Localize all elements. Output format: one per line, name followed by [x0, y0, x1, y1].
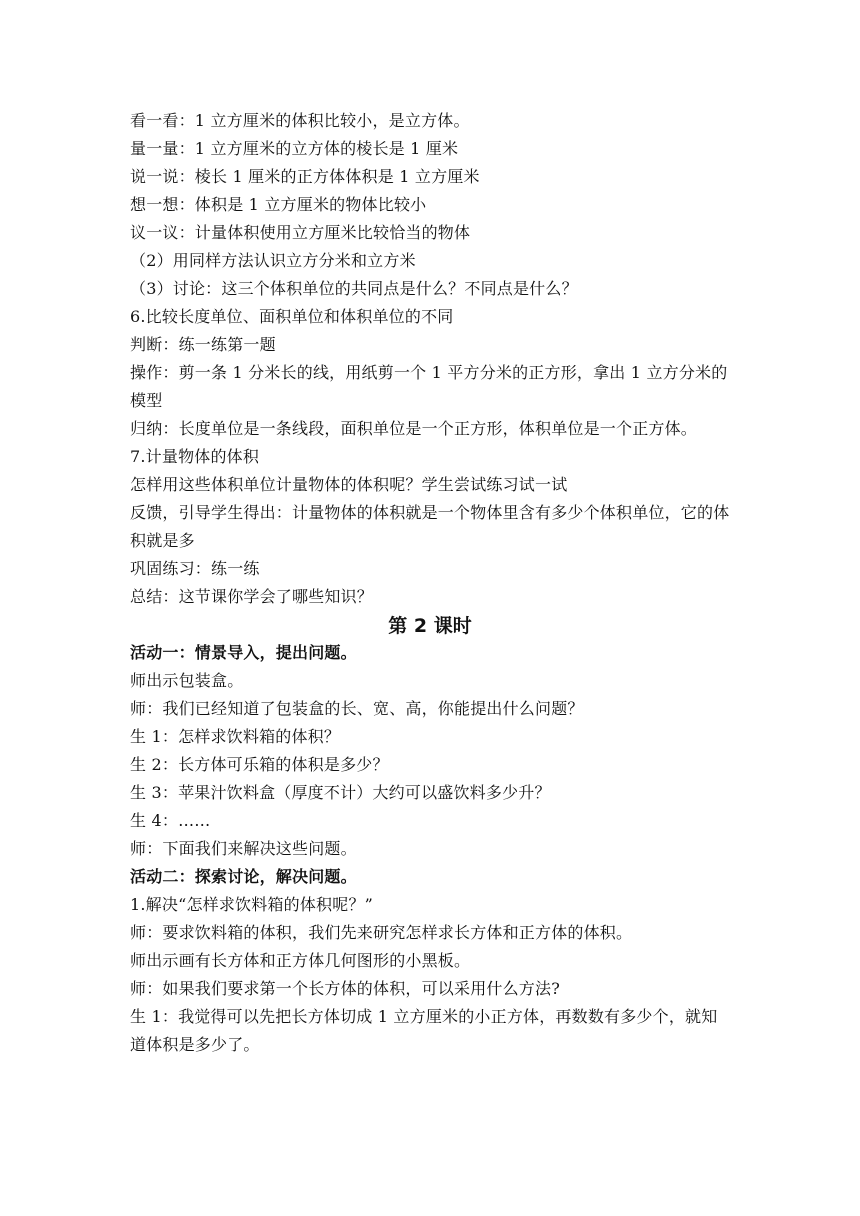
activity-one	[130, 639, 730, 863]
text-paragraph: 反馈，引导学生得出：计量物体的体积就是一个物体里含有多少个体积单位，它的体积就是多	[130, 503, 730, 550]
text-line: 生 3：苹果汁饮料盒（厚度不计）大约可以盛饮料多少升？	[130, 783, 551, 802]
text-line: （3）讨论：这三个体积单位的共同点是什么？不同点是什么？	[130, 279, 578, 298]
activity-two	[130, 863, 730, 1059]
document-page	[130, 107, 730, 1059]
text-line: 生 1：怎样求饮料箱的体积？	[130, 727, 341, 746]
text-line: 7.计量物体的体积	[130, 447, 260, 466]
text-line: 生 2：长方体可乐箱的体积是多少？	[130, 755, 389, 774]
text-line: 生 4：……	[130, 811, 211, 830]
text-line: （2）用同样方法认识立方分米和立方米	[130, 251, 416, 270]
text-paragraph: 生 1：我觉得可以先把长方体切成 1 立方厘米的小正方体，再数数有多少个，就知道体积是多少了。	[130, 1007, 718, 1054]
text-paragraph: 操作：剪一条 1 分米长的线，用纸剪一个 1 平方分米的正方形，拿出 1 立方分米的模型	[130, 363, 728, 410]
text-line: 看一看：1 立方厘米的体积比较小，是立方体。	[130, 111, 470, 130]
text-line: 师：要求饮料箱的体积，我们先来研究怎样求长方体和正方体的体积。	[130, 923, 633, 942]
text-line: 师：下面我们来解决这些问题。	[130, 839, 357, 858]
lesson-title: 第 2 课时	[388, 615, 472, 637]
section-one	[130, 107, 730, 611]
activity-heading: 活动二：探索讨论，解决问题。	[130, 867, 357, 886]
text-line: 1.解决“怎样求饮料箱的体积呢？”	[130, 895, 374, 914]
text-line: 怎样用这些体积单位计量物体的体积呢？学生尝试练习试一试	[130, 475, 568, 494]
text-line: 议一议：计量体积使用立方厘米比较恰当的物体	[130, 223, 471, 242]
text-line: 师出示包装盒。	[130, 671, 244, 690]
text-line: 归纳：长度单位是一条线段，面积单位是一个正方形，体积单位是一个正方体。	[130, 419, 698, 438]
text-line: 说一说：棱长 1 厘米的正方体体积是 1 立方厘米	[130, 167, 480, 186]
text-line: 量一量：1 立方厘米的立方体的棱长是 1 厘米	[130, 139, 459, 158]
text-line: 总结：这节课你学会了哪些知识？	[130, 587, 374, 606]
text-line: 巩固练习：练一练	[130, 559, 260, 578]
text-line: 师出示画有长方体和正方体几何图形的小黑板。	[130, 951, 471, 970]
text-line: 想一想：体积是 1 立方厘米的物体比较小	[130, 195, 427, 214]
text-line: 师：如果我们要求第一个长方体的体积，可以采用什么方法?	[130, 979, 560, 998]
text-line: 6.比较长度单位、面积单位和体积单位的不同	[130, 307, 454, 326]
text-line: 师：我们已经知道了包装盒的长、宽、高，你能提出什么问题？	[130, 699, 584, 718]
text-line: 判断：练一练第一题	[130, 335, 276, 354]
activity-heading: 活动一：情景导入，提出问题。	[130, 643, 357, 662]
